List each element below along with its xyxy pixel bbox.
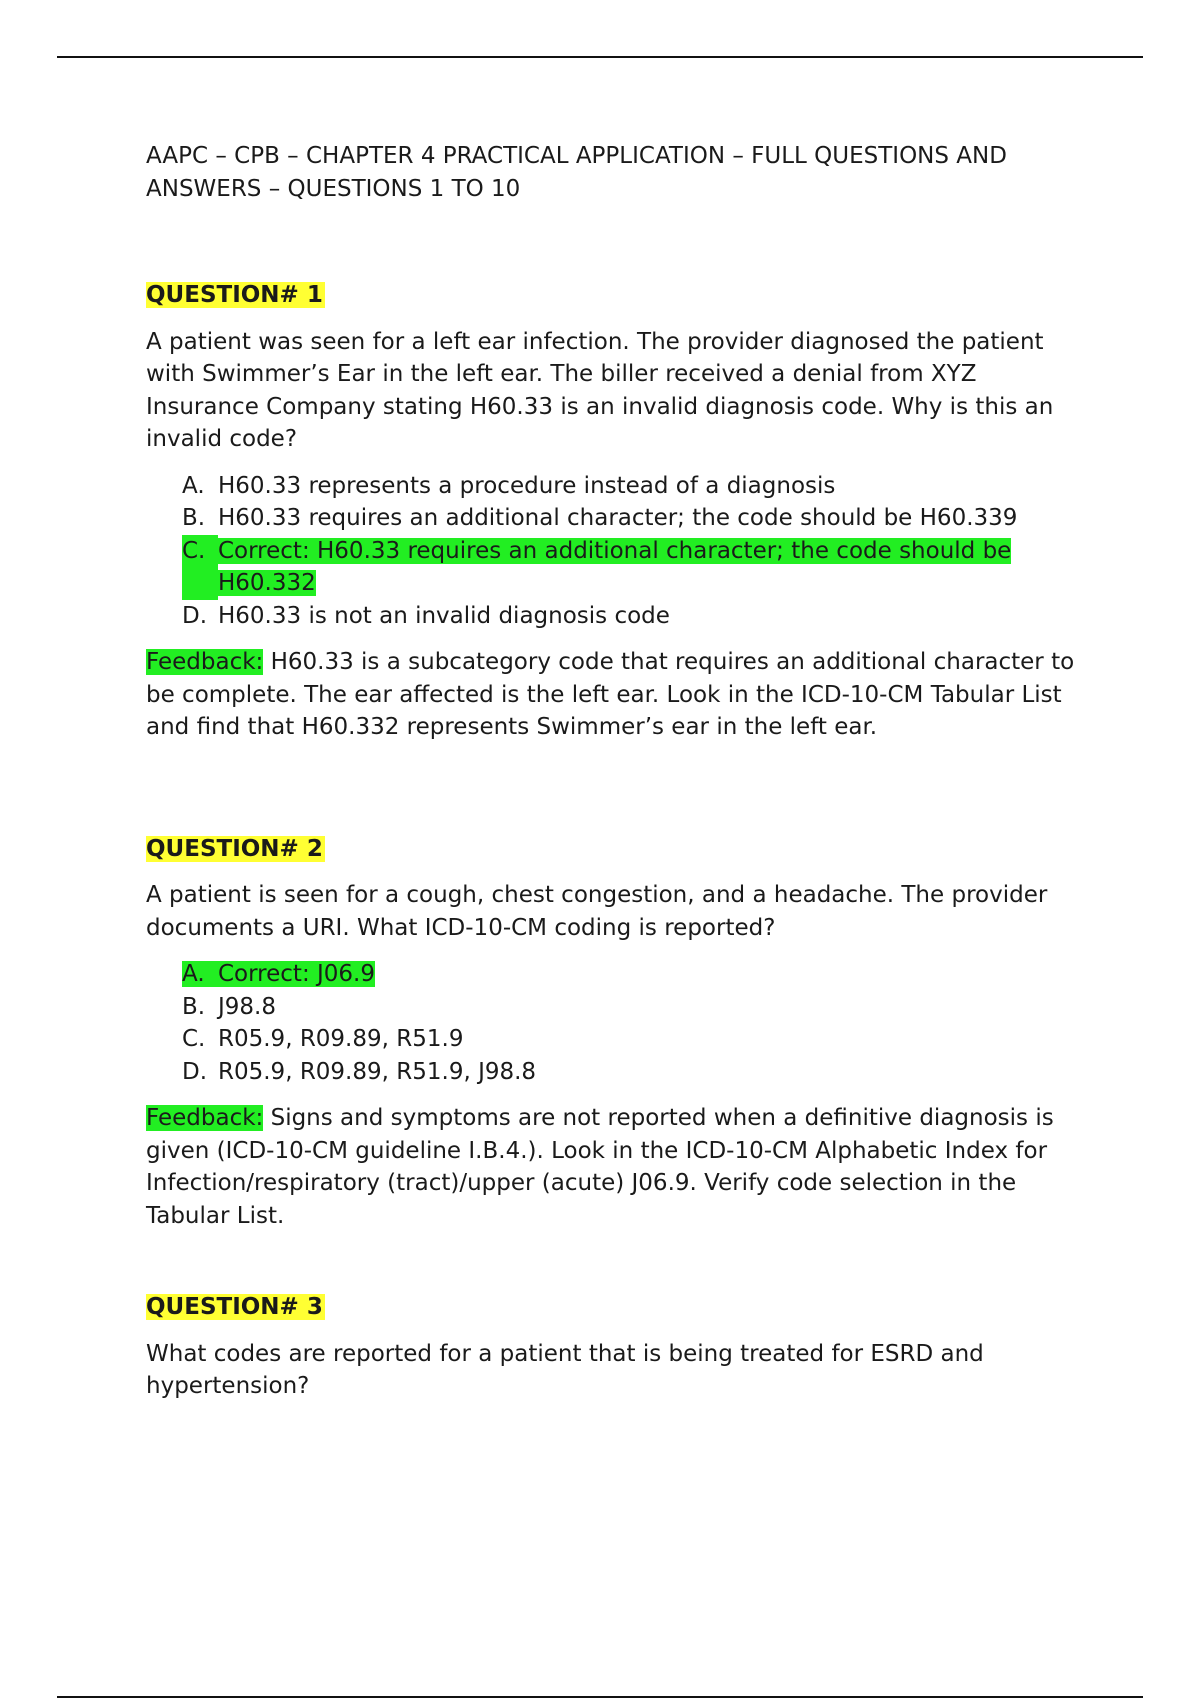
feedback-label: Feedback:: [146, 1105, 264, 1131]
answer-options: [146, 470, 1086, 633]
question-3: [146, 1291, 1086, 1403]
question-1: [146, 279, 1086, 744]
document-page: [146, 140, 1086, 1417]
feedback-label: Feedback:: [146, 649, 264, 675]
option-a-correct: A. Correct: J06.9: [182, 961, 376, 987]
answer-options: [146, 958, 1086, 1088]
feedback-paragraph: [146, 646, 1086, 744]
document-title: AAPC – CPB – CHAPTER 4 PRACTICAL APPLICATION – FULL QUESTIONS AND ANSWERS – QUESTIONS 1 TO 10: [146, 143, 1007, 202]
question-heading: QUESTION# 2: [146, 835, 323, 862]
question-text: A patient was seen for a left ear infection. The provider diagnosed the patient with Swimmer’s Ear in the left ear. The biller received a denial from XYZ Insurance Company stating H60.33 is an invalid diagnosis code. Why is this an invalid code?: [146, 328, 1054, 452]
option-c-correct: C. Correct: H60.33 requires an additional character; the code should be H60.332: [182, 535, 1086, 600]
question-text: What codes are reported for a patient that is being treated for ESRD and hypertension?: [146, 1340, 984, 1399]
option-c: C. R05.9, R09.89, R51.9: [182, 1026, 464, 1052]
header-rule: [57, 56, 1143, 58]
option-a: A. H60.33 represents a procedure instead of a diagnosis: [182, 472, 836, 499]
question-heading: QUESTION# 3: [146, 1294, 323, 1320]
question-2: [146, 833, 1086, 1233]
feedback-paragraph: [146, 1102, 1086, 1232]
question-text: A patient is seen for a cough, chest congestion, and a headache. The provider documents a URI. What ICD-10-CM coding is reported?: [146, 882, 1048, 941]
option-d: D. R05.9, R09.89, R51.9, J98.8: [182, 1058, 537, 1085]
option-b: B. J98.8: [182, 993, 276, 1020]
option-b: B. H60.33 requires an additional character; the code should be H60.339: [182, 505, 1018, 531]
feedback-text: Signs and symptoms are not reported when a definitive diagnosis is given (ICD-10-CM guideline I.B.4.). Look in the ICD-10-CM Alphabetic Index for Infection/respiratory (tract)/upper (acute) J06.9. Verify code selection in the Tabular List.: [146, 1105, 1054, 1229]
option-d: D. H60.33 is not an invalid diagnosis code: [182, 602, 670, 629]
footer-rule: [57, 1696, 1143, 1698]
feedback-text: H60.33 is a subcategory code that requires an additional character to be complete. The ear affected is the left ear. Look in the ICD-10-CM Tabular List and find that H60.332 represents Swimmer’s ear in the left ear.: [146, 649, 1075, 740]
question-heading: QUESTION# 1: [146, 282, 323, 308]
